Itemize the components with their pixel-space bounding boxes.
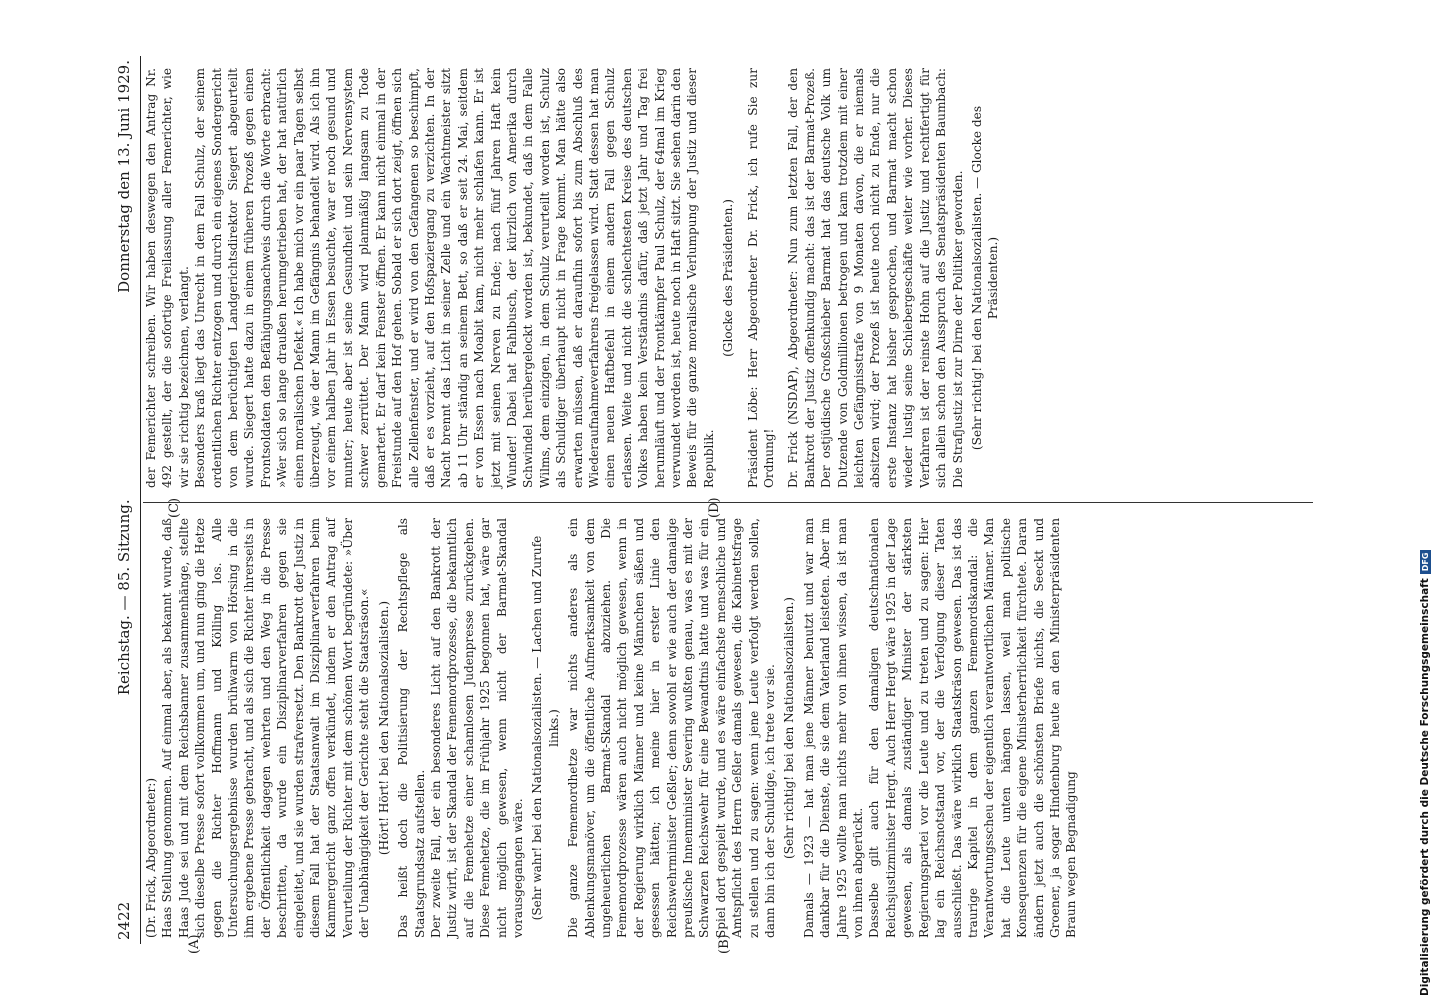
- paragraph: Haas Stellung genommen. Auf einmal aber, als bekannt wurde, daß Haas Jude sei und mit dem Reichsbanner zusammenhänge, stellte sich dieselbe Presse sofort vollkommen um, und nun ging die Hetze gegen die Richter Hoffmann und Kölling los. Alle Untersuchungsergebnisse wurden brühwarm von Hörsing in die ihm ergebene Presse gebracht, und als sich die Richter ihrerseits in der Öffentlichkeit dagegen wehrten und den Weg in die Presse beschritten, da wurde ein Disziplinarverfahren gegen sie eingeleitet, und sie wurden strafversetzt. Den Bankrott der Justiz in diesem Fall hat der Staatsanwalt im Disziplinarverfahren beim Kammergericht ganz offen verkündet, indem er den Antrag auf Verurteilung der Richter mit dem schönen Wort begründete: »Über der Unabhängigkeit der Gerichte steht die Staatsräson.«: [160, 518, 372, 938]
- paragraph: der Femerichter schreiben. Wir haben deswegen den Antrag Nr. 492 gestellt, der die sofortige Freilassung aller Femerichter, wie wir sie richtig bezeichnen, verlangt.: [144, 68, 191, 488]
- rotated-document: [107, 50, 1327, 954]
- credit-text: Digitalisierung gefördert durch die Deutsche Forschungsgemeinschaft: [1419, 578, 1431, 996]
- margin-marker-c: (C): [167, 497, 182, 518]
- interjection: (Sehr wahr! bei den Nationalsozialisten. — Lachen und Zurufe links.): [530, 535, 561, 921]
- dfg-logo: DFG: [1420, 550, 1431, 575]
- paragraph: (Dr. Frick, Abgeordneter:): [144, 777, 158, 938]
- paragraph: Dr. Frick (NSDAP), Abgeordneter: Nun zum letzten Fall, der den Bankrott der Justiz offenkundig macht: das ist der Barmat-Prozeß. Der ostjüdische Großschieber Barmat hat das deutsche Volk um Dutzende von Goldmillionen betrogen und kam trotzdem mit einer leichten Gefängnisstrafe von 9 Monaten davon, die er niemals absitzen wird; der Prozeß ist heute noch nicht zu Ende, nur die erste Instanz hat bisher gesprochen, und Barmat macht schon wieder lustig seine Schiebergeschäfte weiter wie vorher. Dieses Verfahren ist der reinste Hohn auf die Justiz und rechtfertigt für sich allein schon den Ausspruch des Senatspräsidenten Baumbach: Die Strafjustiz ist zur Dirne der Politiker geworden.: [786, 68, 965, 488]
- interjection: (Glocke des Präsidenten.): [721, 199, 736, 357]
- margin-marker-b: (B): [717, 934, 732, 954]
- page-number: 2422: [115, 901, 133, 940]
- session-title: Reichstag. — 85. Sitzung.: [115, 499, 133, 696]
- margin-marker-d: (D): [707, 497, 722, 518]
- paragraph: Dasselbe gilt auch für den damaligen deutschnationalen Reichsjustizminister Hergt. Auch Herr Hergt wäre 1925 in der Lage gewesen, als damals zuständiger Minister der stärksten Regierungspartei vor die Leute und zu treten und zu sagen: Hier lag ein Reichsnotstand vor, der die Verfolgung dieser Taten ausschließt. Das wäre wirklich Staatskräson gewesen. Das ist das traurige Kapitel in dem ganzen Fememordskandal: die Verantwortungsscheu der eigentlich verantwortlichen Männer. Man hat die Leute unten hängen lassen, weil man politische Konsequenzen für die eigene Ministerherrlichkeit fürchtete. Daran ändern jetzt auch die schönsten Briefe nichts, die Seeckt und Groener, ja sogar Hindenburg heute an den Ministerpräsidenten Braun wegen Begnadigung: [867, 518, 1079, 938]
- digitization-credit: [1410, 6, 1434, 996]
- paragraph: Der zweite Fall, der ein besonderes Licht auf den Bankrott der Justiz wirft, ist der Skandal der Fememordprozesse, die bekanntlich auf die Femehetze einer schamlosen Judenpresse zurückgehen. Diese Femehetze, die im Frühjahr 1925 begonnen hat, wäre gar nicht möglich gewesen, wenn nicht der Barmat-Skandal vorausgegangen wäre.: [428, 518, 525, 938]
- paragraph: Damals — 1923 — hat man jene Männer benutzt und war man dankbar für die Dienste, die sie dem Vaterland leisteten. Aber im Jahre 1925 wollte man nichts mehr von ihnen wissen, da ist man von ihnen abgerückt.: [801, 518, 866, 938]
- interjection: (Sehr richtig! bei den Nationalsozialisten. — Glocke des Präsidenten.): [969, 105, 1001, 451]
- paragraph: Präsident Löbe: Herr Abgeordneter Dr. Frick, ich rufe Sie zur Ordnung!: [745, 68, 777, 488]
- left-column: [143, 518, 1080, 938]
- session-date: Donnerstag den 13. Juni 1929.: [115, 60, 133, 293]
- interjection: (Hört! Hört! bei den Nationalsozialisten.): [376, 600, 391, 856]
- page-header: [115, 56, 141, 944]
- paragraph: Besonders kraß liegt das Unrecht in dem Fall Schulz, der seinem ordentlichen Richter entzogen und durch ein eigenes Sondergericht von dem berüchtigten Landgerichtsdirektor Siegert abgeurteilt wurde. Siegert hatte dazu in einem früheren Prozeß gegen einen Frontsoldaten den Befähigungsnachweis durch die Worte erbracht: »Wer sich so lange draußen herumgetrieben hat, der hat natürlich einen moralischen Defekt.« Ich habe mich vor ein paar Tagen selbst überzeugt, wie der Mann im Gefängnis behandelt wird. Als ich ihn vor einem halben Jahr in Essen besuchte, war er noch gesund und munter; heute aber ist seine Gesundheit und sein Nervensystem schwer zerrüttet. Der Mann wird planmäßig langsam zu Tode gemartert. Er darf kein Fenster öffnen. Er kann nicht einmal in der Freistunde auf den Hof gehen. Sobald er sich dort zeigt, öffnen sich alle Zellenfenster, und er wird von den Gefangenen so beschimpft, daß er es vorzieht, auf den Hofspaziergang zu verzichten. In der Nacht brennt das Licht in seiner Zelle und ein Wachtmeister sitzt ab 11 Uhr ständig an seinem Bett, so daß er seit 24. Mai, seitdem er von Essen nach Moabit kam, nicht mehr schlafen kann. Er ist jetzt mit seinen Nerven zu Ende; nach fünf Jahren Haft kein Wunder! Dabei hat Fahlbusch, der kürzlich von Amerika durch Schwindel herübergelockt worden ist, bekundet, daß in dem Falle Wilms, dem einzigen, in dem Schulz verurteilt worden ist, Schulz als Schuldiger überhaupt nicht in Frage kommt. Man hätte also erwarten müssen, daß er daraufhin sofort bis zum Abschluß des Wiederaufnahmeverfahrens freigelassen wird. Statt dessen hat man einen neuen Haftbefehl in einem andern Fall gegen Schulz erlassen. Weite und nicht die schlechtesten Kreise des deutschen Volkes haben kein Verständnis dafür, daß jetzt Jahr und Tag frei herumläuft und der Frontkämpfer Paul Schulz, der 64mal im Krieg verwundet worden ist, heute noch in Haft sitzt. Sie sehen darin den Beweis für die ganze moralische Verlumpung der Justiz und dieser Republik.: [193, 68, 716, 488]
- interjection: (Sehr richtig! bei den Nationalsozialisten.): [782, 596, 797, 860]
- paragraph: Das heißt doch die Politisierung der Rechtspflege als Staatsgrundsatz aufstellen.: [396, 518, 427, 938]
- margin-marker-a: (A): [187, 934, 202, 954]
- paragraph: Die ganze Fememordhetze war nichts anderes als ein Ablenkungsmanöver, um die öffentliche Aufmerksamkeit von dem ungeheuerlichen Barmat-Skandal abzuziehen. Die Fememordprozesse wären auch nicht möglich gewesen, wenn in der Regierung wirklich Männer und keine Männchen säßen und gesessen hätten; ich meine hier in erster Linie den Reichswehrminister Geßler; denn sowohl er wie auch der damalige preußische Innenminister Severing wußten genau, was es mit der Schwarzen Reichswehr für eine Bewandtnis hatte und was für ein Spiel dort gespielt wurde, und es wäre einfachste menschliche und Amtspflicht des Herrn Geßler damals gewesen, die Kabinettsfrage zu stellen und zu sagen: wenn jene Leute verfolgt werden sollen, dann bin ich der Schuldige, ich trete vor sie.: [566, 518, 778, 938]
- right-column: [143, 68, 1005, 488]
- column-separator: [143, 502, 1313, 503]
